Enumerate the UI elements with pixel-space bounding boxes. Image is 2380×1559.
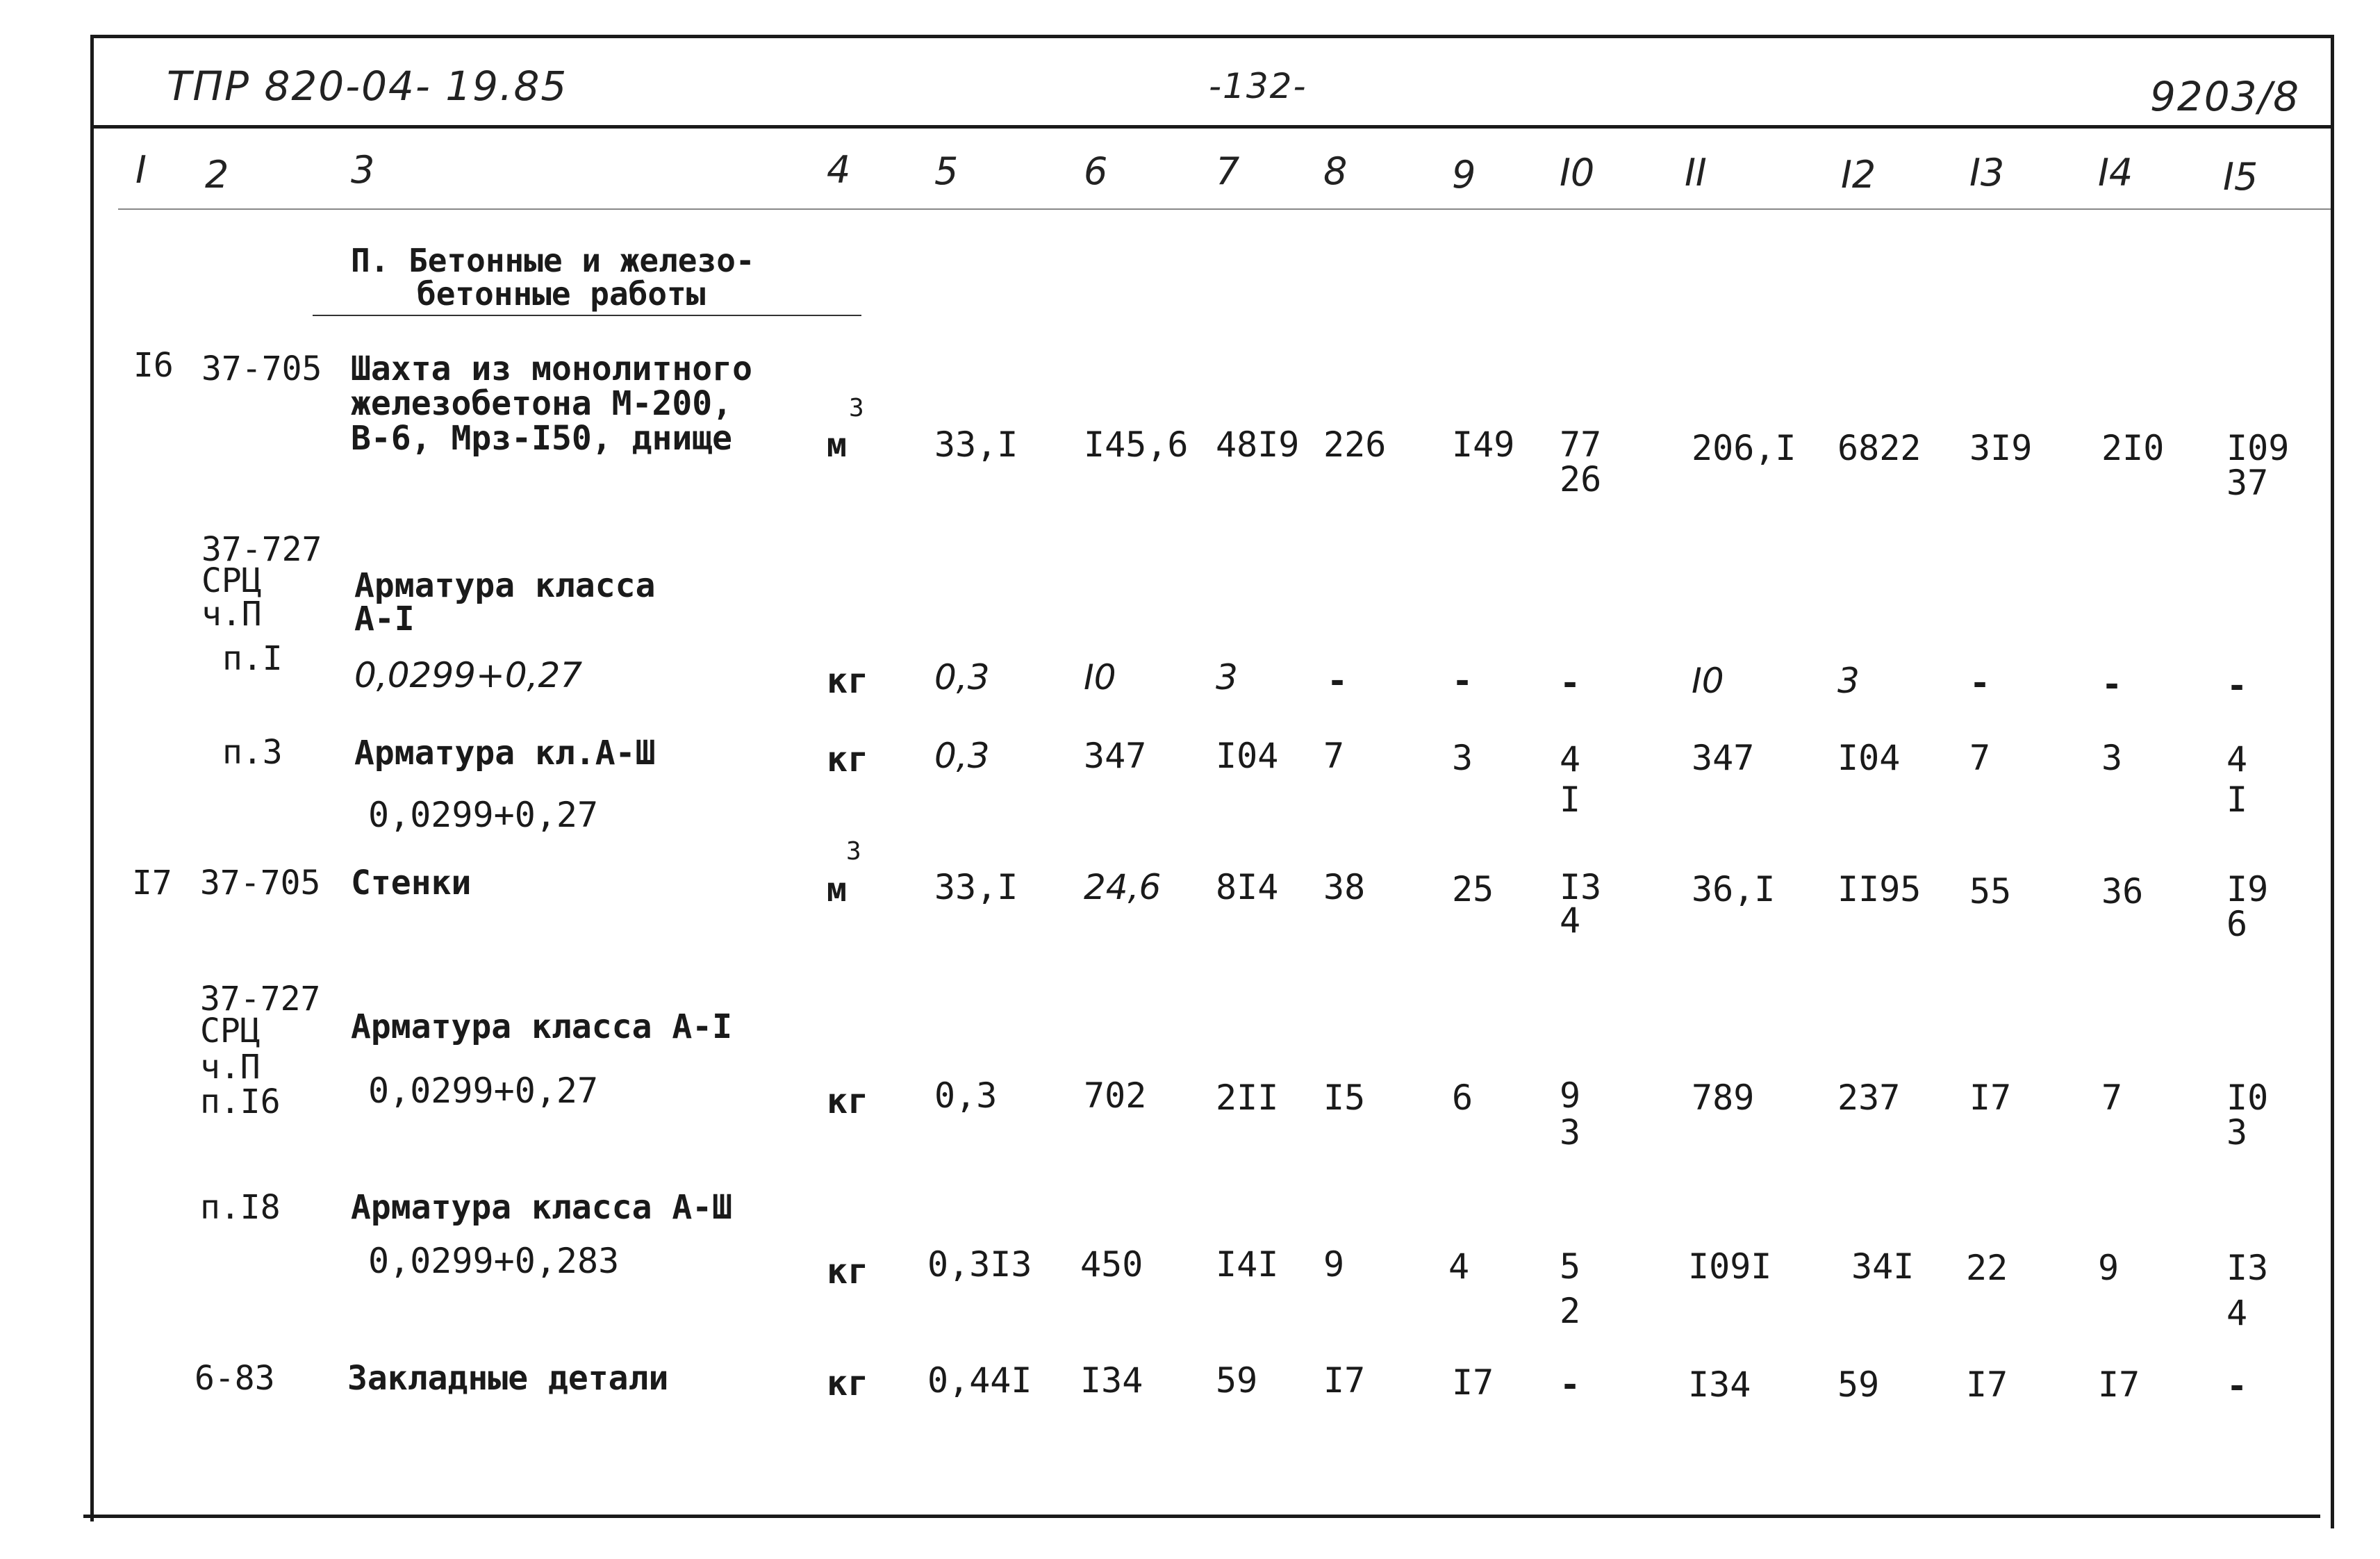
cell-col5: 33,I: [934, 424, 1018, 465]
cell-col11: I09I: [1688, 1246, 1772, 1287]
cell-col15-top: I0: [2226, 1078, 2269, 1118]
cell-col10-top: 9: [1560, 1075, 1581, 1116]
frame-top-border: [90, 35, 2334, 38]
norm-code: 6-83: [195, 1359, 275, 1398]
column-number: I5: [2223, 155, 2258, 199]
cell-col12: II95: [1837, 869, 1922, 909]
cell-col10-bottom: 3: [1560, 1112, 1581, 1153]
header-divider: [90, 125, 2334, 129]
work-name-line3: В-6, Мрз-I50, днище: [351, 419, 733, 458]
cell-col8: 7: [1323, 736, 1345, 776]
formula: 0,0299+0,27: [368, 1071, 599, 1111]
column-number: 4: [827, 148, 851, 192]
cell-col12: I04: [1837, 738, 1901, 778]
cell-col10-bottom: 4: [1560, 900, 1581, 941]
cell-col8: 9: [1323, 1244, 1345, 1285]
frame-bottom-border: [83, 1515, 2320, 1518]
cell-col7: 8I4: [1216, 867, 1279, 907]
row-number: I6: [133, 346, 174, 385]
cell-col6: I34: [1080, 1360, 1143, 1401]
cell-col6: I0: [1084, 657, 1116, 698]
unit: кг: [827, 661, 869, 701]
cell-col13: I7: [1969, 1078, 2012, 1118]
frame-right-border: [2331, 35, 2334, 1528]
column-number: I2: [1841, 153, 1876, 197]
cell-col14: 7: [2101, 1078, 2123, 1118]
cell-col5: 33,I: [934, 867, 1018, 907]
cell-col14: 3: [2101, 738, 2123, 778]
cell-col7: 48I9: [1216, 424, 1300, 465]
cell-col6: I45,6: [1084, 424, 1189, 465]
cell-col5: 0,3I3: [927, 1244, 1032, 1285]
cell-col15-top: 4: [2226, 739, 2248, 780]
norm-code: п.I8: [200, 1188, 281, 1227]
cell-col10: -: [1560, 1364, 1581, 1405]
cell-col11: 36,I: [1692, 869, 1776, 909]
sheet-code: 9203/8: [2150, 73, 2301, 120]
cell-col8: -: [1327, 661, 1348, 701]
norm-code-line4: п.I6: [200, 1082, 281, 1121]
cell-col7: 2II: [1216, 1078, 1279, 1118]
cell-col7: 3: [1216, 657, 1238, 698]
section-title-line1: П. Бетонные и железо-: [351, 242, 755, 279]
cell-col9: I49: [1452, 424, 1515, 465]
formula: 0,0299+0,283: [368, 1241, 620, 1281]
cell-col15: -: [2226, 666, 2248, 706]
work-name-line2: железобетона М-200,: [351, 384, 733, 423]
cell-col5: 0,3: [934, 657, 990, 698]
norm-code-line1: 37-727: [200, 980, 321, 1018]
norm-code-line2: СРЦ: [201, 561, 262, 600]
cell-col11: 347: [1692, 738, 1755, 778]
unit: кг: [827, 1363, 869, 1403]
work-name: Стенки: [351, 864, 472, 902]
cell-col10-top: 77: [1560, 424, 1602, 465]
cell-col15-bottom: 37: [2226, 463, 2269, 503]
unit-exponent: 3: [849, 394, 864, 422]
column-number: I3: [1969, 151, 2005, 195]
column-number: I0: [1560, 151, 1595, 195]
norm-code: 37-705: [200, 864, 321, 902]
unit: кг: [827, 1081, 869, 1121]
cell-col7: 59: [1216, 1360, 1258, 1401]
cell-col12: 6822: [1837, 428, 1922, 468]
column-number: I: [135, 148, 147, 192]
cell-col7: I4I: [1216, 1244, 1279, 1285]
norm-code-line3: ч.П: [201, 595, 262, 634]
unit: кг: [827, 739, 869, 780]
cell-col5: 0,3: [934, 1075, 998, 1116]
cell-col5: 0,3: [934, 736, 990, 776]
cell-col15-bottom: 4: [2226, 1293, 2248, 1333]
cell-col9: 6: [1452, 1078, 1473, 1118]
cell-col12: 34I: [1851, 1246, 1915, 1287]
frame-left-border: [90, 35, 94, 1521]
column-number: 9: [1452, 153, 1476, 197]
work-name: Арматура класса А-Ш: [351, 1188, 733, 1227]
norm-code-line4: п.I: [222, 639, 283, 678]
work-name: Арматура класса А-I: [351, 1007, 733, 1046]
row-number: I7: [132, 864, 172, 902]
cell-col5: 0,44I: [927, 1360, 1032, 1401]
cell-col13: 3I9: [1969, 428, 2033, 468]
cell-col11: I0: [1692, 661, 1724, 701]
cell-col10-bottom: I: [1560, 780, 1581, 820]
cell-col6: 450: [1080, 1244, 1143, 1285]
cell-col15-bottom: I: [2226, 780, 2248, 820]
unit-exponent: 3: [846, 837, 861, 866]
cell-col15-top: I3: [2226, 1248, 2269, 1288]
column-number: 2: [205, 153, 229, 197]
document-code: ТПР 820-04- 19.85: [167, 63, 568, 110]
cell-col11: I34: [1688, 1364, 1751, 1405]
cell-col10-bottom: 26: [1560, 459, 1602, 500]
column-number: II: [1685, 151, 1707, 195]
column-number: 6: [1084, 149, 1108, 193]
section-underline: [313, 315, 861, 316]
unit: м: [827, 426, 847, 465]
cell-col15-bottom: 6: [2226, 904, 2248, 944]
work-name-line1: Арматура класса: [354, 566, 656, 605]
cell-col15-bottom: 3: [2226, 1112, 2248, 1153]
cell-col9: 25: [1452, 869, 1494, 909]
norm-code: п.3: [222, 733, 283, 772]
section-title-line2: бетонные работы: [417, 275, 706, 313]
cell-col13: 55: [1969, 871, 2012, 912]
cell-col13: -: [1969, 663, 1991, 703]
cell-col6: 702: [1084, 1075, 1147, 1116]
cell-col15-top: I9: [2226, 869, 2269, 909]
cell-col15-top: I09: [2226, 428, 2290, 468]
cell-col13: I7: [1966, 1364, 2008, 1405]
cell-col14: 2I0: [2101, 428, 2165, 468]
cell-col12: 3: [1837, 661, 1860, 701]
work-name: Закладные детали: [347, 1359, 669, 1398]
cell-col10-bottom: 2: [1560, 1291, 1581, 1331]
work-name-line1: Шахта из монолитного: [351, 349, 752, 388]
cell-col14: -: [2101, 664, 2123, 704]
column-header-divider: [118, 208, 2331, 210]
work-name: Арматура кл.А-Ш: [354, 734, 656, 773]
cell-col7: I04: [1216, 736, 1279, 776]
norm-code-line1: 37-727: [201, 530, 322, 569]
cell-col9: 4: [1448, 1246, 1470, 1287]
cell-col14: I7: [2098, 1364, 2140, 1405]
cell-col10-top: 4: [1560, 739, 1581, 780]
cell-col10-top: I3: [1560, 867, 1602, 907]
cell-col10-top: 5: [1560, 1246, 1581, 1287]
cell-col13: 22: [1966, 1248, 2008, 1288]
column-number: 8: [1323, 149, 1348, 193]
formula: 0,0299+0,27: [354, 655, 583, 695]
column-number: 5: [934, 149, 959, 193]
norm-code-line2: СРЦ: [200, 1012, 261, 1050]
cell-col11: 206,I: [1692, 428, 1796, 468]
cell-col8: I7: [1323, 1360, 1366, 1401]
cell-col12: 59: [1837, 1364, 1880, 1405]
column-number: I4: [2098, 151, 2133, 195]
cell-col6: 347: [1084, 736, 1147, 776]
cell-col14: 36: [2101, 871, 2144, 912]
norm-code: 37-705: [201, 349, 322, 388]
column-number: 7: [1216, 149, 1240, 193]
cell-col6: 24,6: [1084, 867, 1162, 907]
unit: м: [827, 871, 847, 909]
cell-col8: 38: [1323, 867, 1366, 907]
unit: кг: [827, 1251, 869, 1292]
cell-col10: -: [1560, 663, 1581, 703]
cell-col9: I7: [1452, 1362, 1494, 1403]
cell-col14: 9: [2098, 1248, 2119, 1288]
cell-col9: -: [1452, 661, 1473, 701]
cell-col9: 3: [1452, 738, 1473, 778]
cell-col12: 237: [1837, 1078, 1901, 1118]
cell-col8: 226: [1323, 424, 1387, 465]
cell-col15: -: [2226, 1366, 2248, 1406]
formula: 0,0299+0,27: [368, 795, 599, 835]
cell-col13: 7: [1969, 738, 1991, 778]
cell-col8: I5: [1323, 1078, 1366, 1118]
column-number: 3: [351, 148, 375, 192]
page-number: -132-: [1209, 66, 1307, 106]
cell-col11: 789: [1692, 1078, 1755, 1118]
work-name-line2: А-I: [354, 600, 415, 638]
norm-code-line3: ч.П: [200, 1048, 261, 1087]
